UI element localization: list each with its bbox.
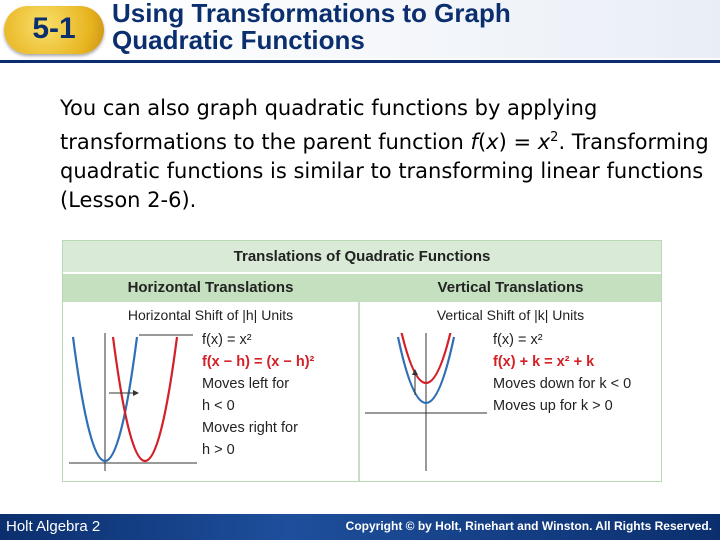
course-name: Holt Algebra 2 [6,518,101,535]
intro-text-1: You can also graph quadratic functions by applying transformations to the parent function [60,96,598,154]
intro-paragraph [60,94,710,215]
intro-text-3: ) = [498,130,538,154]
intro-func: f [470,130,478,154]
vertical-notes [493,329,631,417]
horizontal-notes [202,329,314,461]
note-parent: f(x) = x² [202,332,252,348]
intro-text-2: ( [477,130,487,154]
note-left-2: h < 0 [202,398,235,414]
vertical-heading: Vertical Translations [360,274,661,302]
vertical-subheading: Vertical Shift of |k| Units [436,307,585,323]
note-up: Moves up for k > 0 [493,398,613,414]
note-left-1: Moves left for [202,376,290,392]
title-line-2: Quadratic Functions [112,25,365,55]
horizontal-heading: Horizontal Translations [63,274,358,302]
table-title: Translations of Quadratic Functions [63,241,661,274]
note-down: Moves down for k < 0 [493,376,632,392]
horizontal-shift-graph [69,333,197,471]
vertical-shift-graph [365,333,487,471]
note-right-2: h > 0 [202,442,235,458]
lesson-badge [4,6,104,54]
note-parent: f(x) = x² [493,332,543,348]
note-shifted: f(x − h) = (x − h)² [202,354,315,370]
horizontal-subheading: Horizontal Shift of |h| Units [127,307,294,323]
translations-table [62,240,662,482]
shift-arrowhead [133,390,139,396]
intro-var-2: x [537,130,551,154]
slide-header [0,0,720,63]
copyright-notice: Copyright © by Holt, Rinehart and Winston. All Rights Reserved. [345,519,712,533]
intro-exponent: 2 [550,130,559,145]
intro-text-4: . Transforming quadratic functions is similar to transforming linear functions (Lesson 2-6). [60,130,709,212]
shifted-parabola [113,337,177,461]
slide-footer [0,514,720,540]
title-line-1: Using Transformations to Graph [112,0,511,28]
note-shifted: f(x) + k = x² + k [493,354,595,370]
lesson-number: 5-1 [32,12,76,45]
intro-var-1: x [486,130,499,154]
note-right-1: Moves right for [202,420,298,436]
slide-title [112,0,712,54]
